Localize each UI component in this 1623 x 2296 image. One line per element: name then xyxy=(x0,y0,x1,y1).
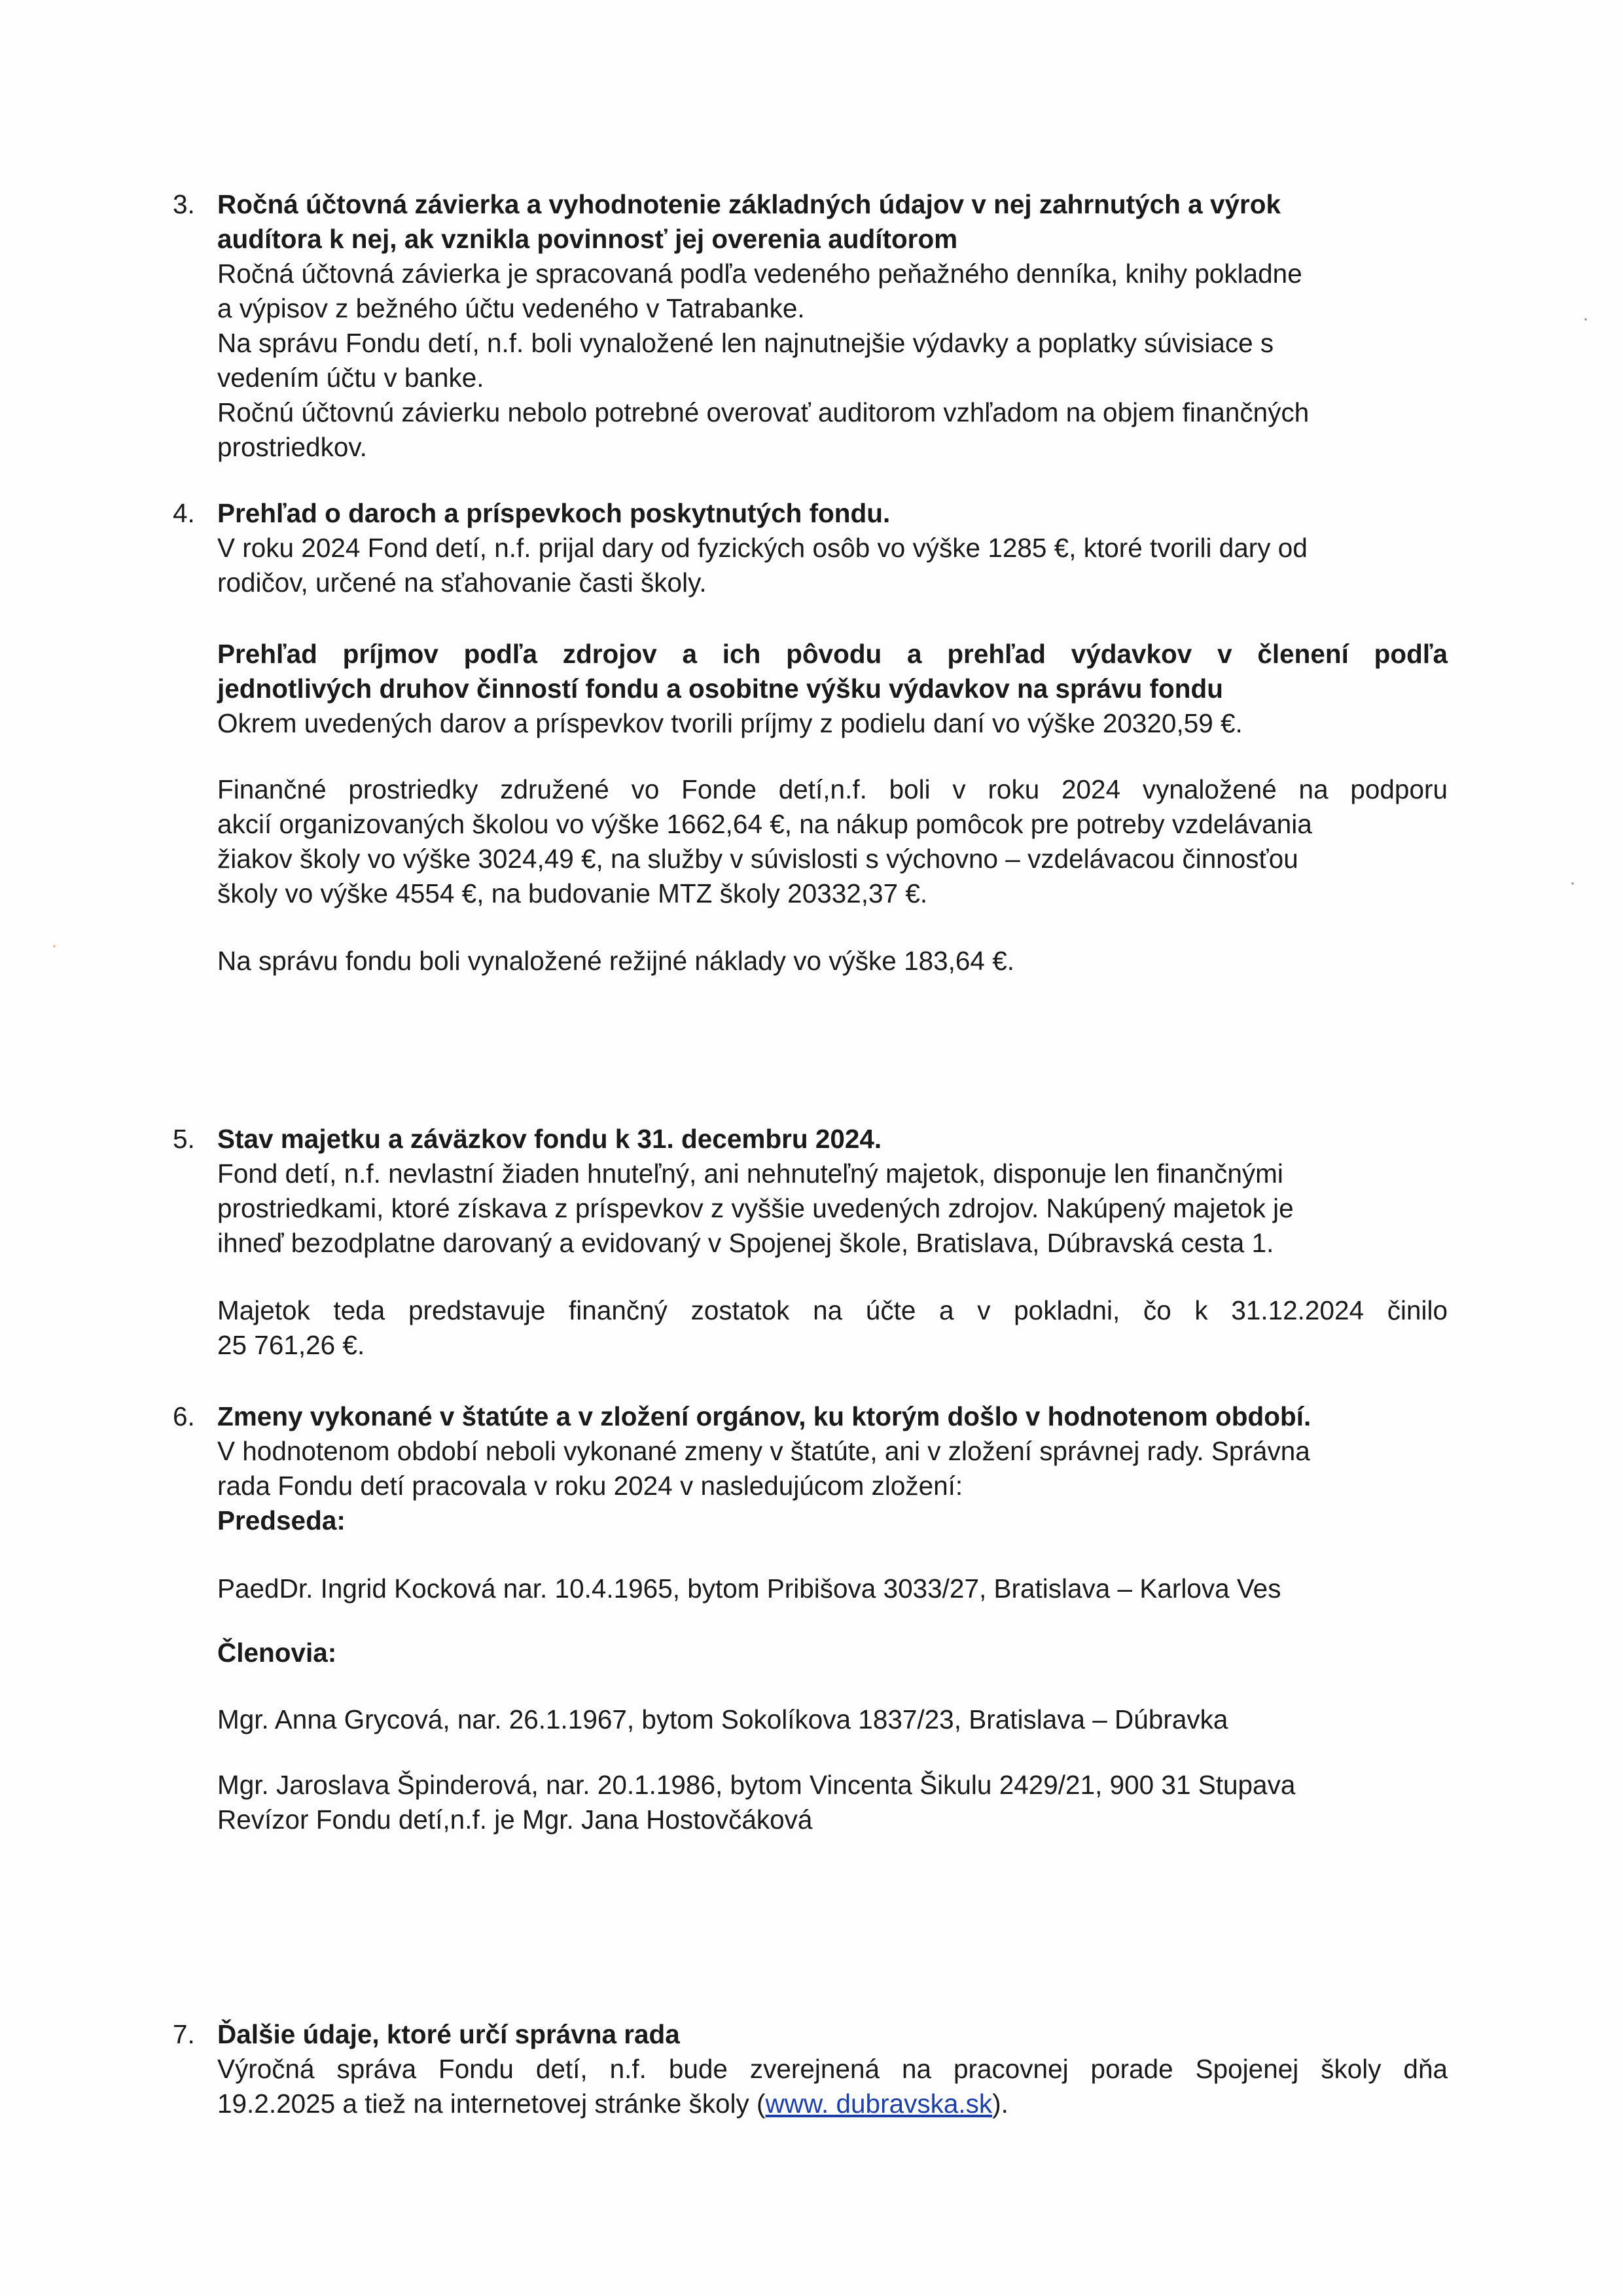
scan-speck: · xyxy=(1582,308,1589,329)
chair-entry: PaedDr. Ingrid Kocková nar. 10.4.1965, bytom Pribišova 3033/27, Bratislava – Karlova Ves xyxy=(217,1573,1281,1604)
section-4-paragraph-1-line-2: rodičov, určené na sťahovanie časti školy. xyxy=(217,567,707,598)
section-7-text-after-link: ). xyxy=(992,2089,1008,2119)
section-7-body xyxy=(217,2017,1448,2121)
scan-speck: · xyxy=(51,935,58,956)
section-4-paragraph-1-line-1: V roku 2024 Fond detí, n.f. prijal dary od fyzických osôb vo výške 1285 €, ktoré tvorili dary od xyxy=(217,533,1308,563)
section-4-heading: Prehľad o daroch a príspevkoch poskytnutých fondu. xyxy=(217,498,891,528)
section-3-paragraph-2-line-2: vedením účtu v banke. xyxy=(217,363,484,393)
section-4-paragraph-3-line-2: akcií organizovaných školou vo výške 1662,64 €, na nákup pomôcok pre potreby vzdelávania xyxy=(217,809,1312,839)
section-4-paragraph-3-line-3: žiakov školy vo výške 3024,49 €, na služby v súvislosti s výchovno – vzdelávacou činnosťou xyxy=(217,844,1298,874)
member-entry-1: Mgr. Anna Grycová, nar. 26.1.1967, bytom Sokolíkova 1837/23, Bratislava – Dúbravka xyxy=(217,1704,1228,1734)
section-6-paragraph-1-line-1: V hodnotenom období neboli vykonané zmeny v štatúte, ani v zložení správnej rady. Správna xyxy=(217,1436,1310,1466)
section-4-paragraph-4: Na správu fondu boli vynaložené režijné náklady vo výške 183,64 €. xyxy=(217,946,1014,976)
section-4-subheading-line-2: jednotlivých druhov činností fondu a osobitne výšku výdavkov na správu fondu xyxy=(217,673,1224,704)
section-3-paragraph-2-line-1: Na správu Fondu detí, n.f. boli vynaložené len najnutnejšie výdavky a poplatky súvisiace s xyxy=(217,328,1274,358)
section-3-paragraph-1-line-1: Ročná účtovná závierka je spracovaná podľa vedeného peňažného denníka, knihy pokladne xyxy=(217,259,1302,289)
section-4-paragraph-3-line-4: školy vo výške 4554 €, na budovanie MTZ školy 20332,37 €. xyxy=(217,878,928,908)
section-4-paragraph-3-line-1: Finančné prostriedky združené vo Fonde detí,n.f. boli v roku 2024 vynaložené na podporu xyxy=(217,774,1448,804)
school-website-link[interactable]: www. dubravska.sk xyxy=(765,2089,993,2119)
section-6-paragraph-1-line-2: rada Fondu detí pracovala v roku 2024 v nasledujúcom zložení: xyxy=(217,1471,963,1501)
section-3-number: 3. xyxy=(173,189,195,219)
section-5-paragraph-1-line-2: prostriedkami, ktoré získava z príspevkov z vyššie uvedených zdrojov. Nakúpený majetok je xyxy=(217,1193,1294,1223)
section-5-paragraph-2-line-2: 25 761,26 €. xyxy=(217,1330,365,1360)
chair-label: Predseda: xyxy=(217,1505,346,1535)
section-5-heading: Stav majetku a záväzkov fondu k 31. decembru 2024. xyxy=(217,1124,882,1154)
auditor-entry: Revízor Fondu detí,n.f. je Mgr. Jana Hostovčáková xyxy=(217,1804,813,1835)
section-6-number: 6. xyxy=(173,1401,195,1431)
section-3-body xyxy=(217,187,1448,465)
section-3-heading-line-2: audítora k nej, ak vznikla povinnosť jej overenia audítorom xyxy=(217,224,958,254)
member-entry-2: Mgr. Jaroslava Špinderová, nar. 20.1.1986, bytom Vincenta Šikulu 2429/21, 900 31 Stupava xyxy=(217,1770,1296,1800)
section-4-paragraph-2: Okrem uvedených darov a príspevkov tvorili príjmy z podielu daní vo výške 20320,59 €. xyxy=(217,708,1243,738)
section-5-paragraph-1-line-3: ihneď bezodplatne darovaný a evidovaný v Spojenej škole, Bratislava, Dúbravská cesta 1. xyxy=(217,1228,1274,1258)
section-3-paragraph-3-line-1: Ročnú účtovnú závierku nebolo potrebné overovať auditorom vzhľadom na objem finančných xyxy=(217,397,1310,427)
section-5-paragraph-2-line-1: Majetok teda predstavuje finančný zostatok na účte a v pokladni, čo k 31.12.2024 činilo xyxy=(217,1295,1448,1325)
section-3-paragraph-3-line-2: prostriedkov. xyxy=(217,432,367,462)
section-5-number: 5. xyxy=(173,1124,195,1154)
section-7-number: 7. xyxy=(173,2019,195,2049)
section-4-subheading-line-1: Prehľad príjmov podľa zdrojov a ich pôvodu a prehľad výdavkov v členení podľa xyxy=(217,639,1448,669)
section-7-heading: Ďalšie údaje, ktoré určí správna rada xyxy=(217,2019,680,2049)
members-label: Členovia: xyxy=(217,1638,337,1668)
section-7-text-before-link: 19.2.2025 a tiež na internetovej stránke školy ( xyxy=(217,2089,766,2119)
scan-speck: · xyxy=(1569,872,1576,893)
section-7-paragraph-1-line-2 xyxy=(217,2087,1448,2121)
section-3-paragraph-1-line-2: a výpisov z bežného účtu vedeného v Tatrabanke. xyxy=(217,293,805,323)
section-7-paragraph-1-line-1: Výročná správa Fondu detí, n.f. bude zverejnená na pracovnej porade Spojenej školy dňa xyxy=(217,2054,1448,2084)
section-6-body xyxy=(217,1399,1448,1837)
section-5-body xyxy=(217,1122,1448,1363)
section-4-body xyxy=(217,496,1448,978)
section-6-heading: Zmeny vykonané v štatúte a v zložení orgánov, ku ktorým došlo v hodnotenom období. xyxy=(217,1401,1311,1431)
section-3-heading-line-1: Ročná účtovná závierka a vyhodnotenie základných údajov v nej zahrnutých a výrok xyxy=(217,189,1281,219)
section-4-number: 4. xyxy=(173,498,195,528)
section-5-paragraph-1-line-1: Fond detí, n.f. nevlastní žiaden hnuteľný, ani nehnuteľný majetok, disponuje len finančnými xyxy=(217,1158,1283,1189)
